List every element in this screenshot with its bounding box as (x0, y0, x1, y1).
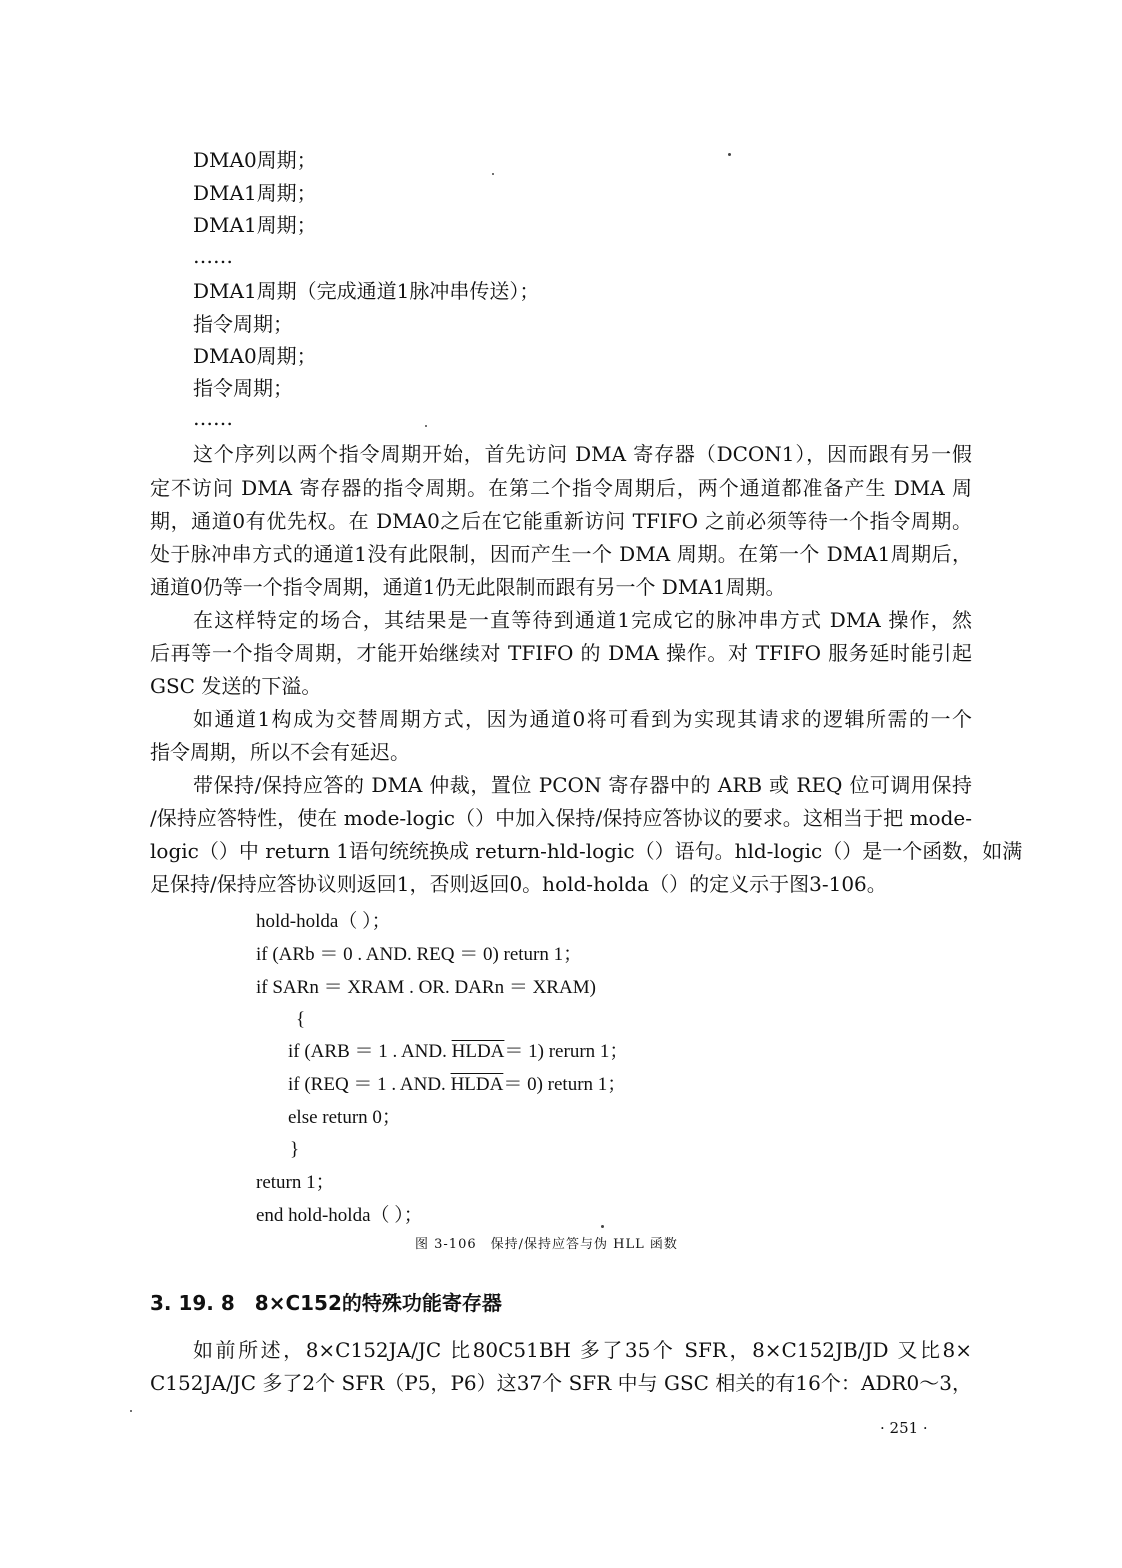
sequence-ellipsis: …… (193, 244, 233, 268)
code-text: ＝ 1) rerurn 1； (504, 1041, 629, 1062)
sequence-line: DMA1周期（完成通道1脉冲串传送）； (193, 279, 540, 303)
sequence-line: 指令周期； (193, 312, 293, 336)
code-text: if (ARB ＝ 1 . AND. (288, 1041, 452, 1062)
page-number: · 251 · (880, 1419, 928, 1437)
scan-speck (728, 153, 731, 156)
sequence-line: DMA1周期； (193, 213, 317, 237)
text-line: C152JA/JC 多了2个 SFR（P5，P6）这37个 SFR 中与 GSC 相关的有16个：ADR0～3， (150, 1371, 972, 1395)
scan-speck (425, 425, 427, 427)
code-line (288, 1072, 626, 1098)
code-text: if (REQ ＝ 1 . AND. (288, 1074, 451, 1095)
sequence-line: DMA0周期； (193, 344, 317, 368)
text-line: 在这样特定的场合，其结果是一直等待到通道1完成它的脉冲串方式 DMA 操作，然 (193, 608, 972, 632)
text-line: 足保持/保持应答协议则返回1，否则返回0。hold-holda（）的定义示于图3-106。 (150, 872, 887, 896)
text-line: 指令周期，所以不会有延迟。 (150, 740, 410, 764)
text-line: 带保持/保持应答的 DMA 仲裁，置位 PCON 寄存器中的 ARB 或 REQ 位可调用保持 (193, 773, 972, 797)
code-line: hold-holda（ ）； (256, 911, 391, 932)
hlda-signal: HLDA (450, 1074, 504, 1095)
text-line: 期，通道0有优先权。在 DMA0之后在它能重新访问 TFIFO 之前必须等待一个指令周期。 (150, 509, 972, 533)
hlda-signal: HLDA (451, 1041, 505, 1062)
text-line: logic（）中 return 1语句统统换成 return-hld-logic（）语句。hld-logic（）是一个函数，如满 (150, 839, 1023, 863)
text-line: 处于脉冲串方式的通道1没有此限制，因而产生一个 DMA 周期。在第一个 DMA1周期后， (150, 542, 972, 566)
text-line: GSC 发送的下溢。 (150, 674, 322, 698)
text-line: 定不访问 DMA 寄存器的指令周期。在第二个指令周期后，两个通道都准备产生 DMA 周 (150, 476, 972, 500)
code-line: { (296, 1009, 306, 1030)
code-line: end hold-holda（ ）； (256, 1205, 423, 1226)
code-line: else return 0； (288, 1107, 401, 1128)
sequence-line: 指令周期； (193, 376, 293, 400)
text-line: 如前所述，8×C152JA/JC 比80C51BH 多了35个 SFR，8×C152JB/JD 又比8× (193, 1338, 972, 1362)
code-text: ＝ 0) return 1； (503, 1074, 627, 1095)
code-line: if SARn ＝ XRAM . OR. DARn ＝ XRAM) (256, 977, 596, 998)
code-line: if (ARb ＝ 0 . AND. REQ ＝ 0) return 1； (256, 944, 583, 965)
scan-speck (601, 1225, 604, 1228)
text-line: 后再等一个指令周期，才能开始继续对 TFIFO 的 DMA 操作。对 TFIFO 服务延时能引起 (150, 641, 972, 665)
text-line: /保持应答特性，使在 mode-logic（）中加入保持/保持应答协议的要求。这相当于把 mode- (150, 806, 972, 830)
code-line (288, 1039, 628, 1065)
scan-speck (130, 1410, 132, 1412)
scan-speck (492, 173, 494, 175)
code-line: return 1； (256, 1172, 335, 1193)
sequence-ellipsis: …… (193, 406, 233, 430)
sequence-line: DMA1周期； (193, 181, 317, 205)
figure-caption: 图 3-106 保持/保持应答与伪 HLL 函数 (415, 1237, 678, 1252)
text-line: 如通道1构成为交替周期方式，因为通道0将可看到为实现其请求的逻辑所需的一个 (193, 707, 972, 731)
text-line: 这个序列以两个指令周期开始，首先访问 DMA 寄存器（DCON1），因而跟有另一假 (193, 442, 972, 466)
section-heading: 3. 19. 8 8×C152的特殊功能寄存器 (150, 1291, 502, 1315)
sequence-line: DMA0周期； (193, 148, 317, 172)
text-line: 通道0仍等一个指令周期，通道1仍无此限制而跟有另一个 DMA1周期。 (150, 575, 786, 599)
code-line: } (290, 1139, 300, 1160)
